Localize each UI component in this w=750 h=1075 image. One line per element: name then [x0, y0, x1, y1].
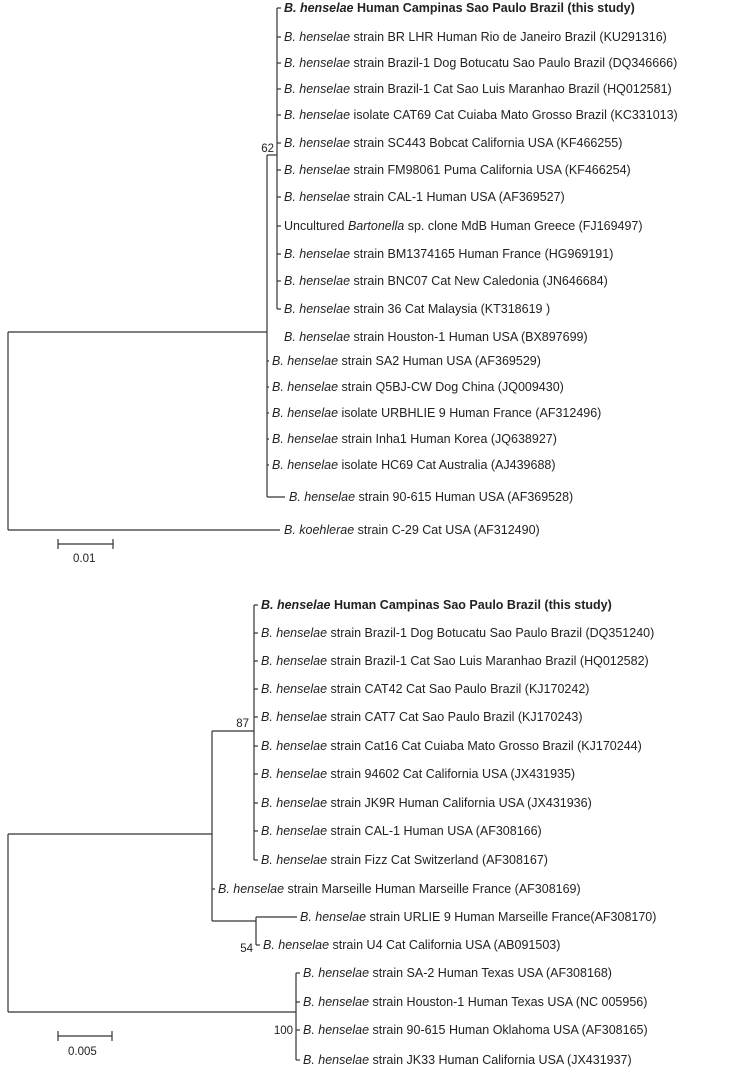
tree2-leaf-label: B. henselae strain Brazil-1 Cat Sao Luis Maranhao Brazil (HQ012582)	[261, 654, 649, 668]
tree1-leaf-label: B. henselae isolate CAT69 Cat Cuiaba Mato Grosso Brazil (KC331013)	[284, 108, 678, 122]
tree1-leaf-label: B. henselae strain Inha1 Human Korea (JQ638927)	[272, 432, 557, 446]
tree1-leaf-label: B. henselae strain Q5BJ-CW Dog China (JQ009430)	[272, 380, 564, 394]
tree-2	[8, 598, 656, 1067]
tree1-leaf-label: B. henselae strain FM98061 Puma California USA (KF466254)	[284, 163, 631, 177]
tree1-bootstrap-62: 62	[261, 143, 274, 155]
tree2-leaf-label: B. henselae strain 90-615 Human Oklahoma USA (AF308165)	[303, 1023, 648, 1037]
tree2-leaf-label: B. henselae strain Houston-1 Human Texas USA (NC 005956)	[303, 995, 648, 1009]
tree2-leaf-label: B. henselae strain Cat16 Cat Cuiaba Mato Grosso Brazil (KJ170244)	[261, 739, 642, 753]
tree2-leaf-label: B. henselae strain JK9R Human California USA (JX431936)	[261, 796, 592, 810]
tree2-leaf-label: B. henselae strain CAL-1 Human USA (AF308166)	[261, 824, 542, 838]
tree1-leaf-label: Uncultured Bartonella sp. clone MdB Human Greece (FJ169497)	[284, 219, 643, 233]
tree1-leaf-label: B. henselae strain Houston-1 Human USA (BX897699)	[284, 330, 588, 344]
tree1-leaf-label: B. henselae strain BM1374165 Human France (HG969191)	[284, 247, 614, 261]
tree2-leaf-label: B. henselae strain URLIE 9 Human Marseille France(AF308170)	[300, 910, 657, 924]
tree2-leaf-label: B. henselae strain CAT42 Cat Sao Paulo Brazil (KJ170242)	[261, 682, 590, 696]
tree2-leaf-label: B. henselae strain CAT7 Cat Sao Paulo Brazil (KJ170243)	[261, 710, 583, 724]
tree2-bootstrap-87: 87	[236, 718, 249, 730]
tree-1	[8, 1, 678, 565]
tree1-leaf-label: B. koehlerae strain C-29 Cat USA (AF312490)	[284, 523, 540, 537]
tree1-leaf-label: B. henselae strain SA2 Human USA (AF369529)	[272, 354, 541, 368]
tree1-leaf-label: B. henselae strain 36 Cat Malaysia (KT318619 )	[284, 302, 551, 316]
tree1-leaf-label: B. henselae strain BNC07 Cat New Caledonia (JN646684)	[284, 274, 608, 288]
tree2-bootstrap-100: 100	[273, 1025, 293, 1037]
tree1-leaf-label: B. henselae strain BR LHR Human Rio de Janeiro Brazil (KU291316)	[284, 30, 667, 44]
tree2-leaf-label: B. henselae strain U4 Cat California USA (AB091503)	[263, 938, 561, 952]
tree1-leaf-label: B. henselae isolate URBHLIE 9 Human France (AF312496)	[272, 406, 602, 420]
tree2-scale-label: 0.005	[68, 1046, 97, 1058]
tree2-leaf-label: B. henselae Human Campinas Sao Paulo Brazil (this study)	[261, 598, 612, 612]
tree2-bootstrap-54: 54	[240, 943, 253, 955]
tree1-leaf-label: B. henselae strain Brazil-1 Cat Sao Luis Maranhao Brazil (HQ012581)	[284, 82, 672, 96]
tree2-leaf-label: B. henselae strain Marseille Human Marseille France (AF308169)	[218, 882, 581, 896]
tree1-leaf-label: B. henselae strain 90-615 Human USA (AF369528)	[289, 490, 574, 504]
tree1-leaf-labels	[272, 1, 678, 537]
tree1-leaf-label: B. henselae strain Brazil-1 Dog Botucatu Sao Paulo Brazil (DQ346666)	[284, 56, 678, 70]
tree1-scale-label: 0.01	[73, 553, 96, 565]
tree2-leaf-label: B. henselae strain Brazil-1 Dog Botucatu Sao Paulo Brazil (DQ351240)	[261, 626, 655, 640]
tree2-leaf-label: B. henselae strain Fizz Cat Switzerland (AF308167)	[261, 853, 548, 867]
tree1-leaf-label: B. henselae isolate HC69 Cat Australia (AJ439688)	[272, 458, 556, 472]
tree2-leaf-label: B. henselae strain SA-2 Human Texas USA (AF308168)	[303, 966, 612, 980]
tree1-leaf-label: B. henselae strain SC443 Bobcat California USA (KF466255)	[284, 136, 623, 150]
tree2-leaf-label: B. henselae strain JK33 Human California USA (JX431937)	[303, 1053, 632, 1067]
tree2-leaf-labels	[218, 598, 656, 1067]
tree1-leaf-label: B. henselae Human Campinas Sao Paulo Brazil (this study)	[284, 1, 635, 15]
tree1-leaf-label: B. henselae strain CAL-1 Human USA (AF369527)	[284, 190, 565, 204]
tree2-leaf-label: B. henselae strain 94602 Cat California USA (JX431935)	[261, 767, 576, 781]
